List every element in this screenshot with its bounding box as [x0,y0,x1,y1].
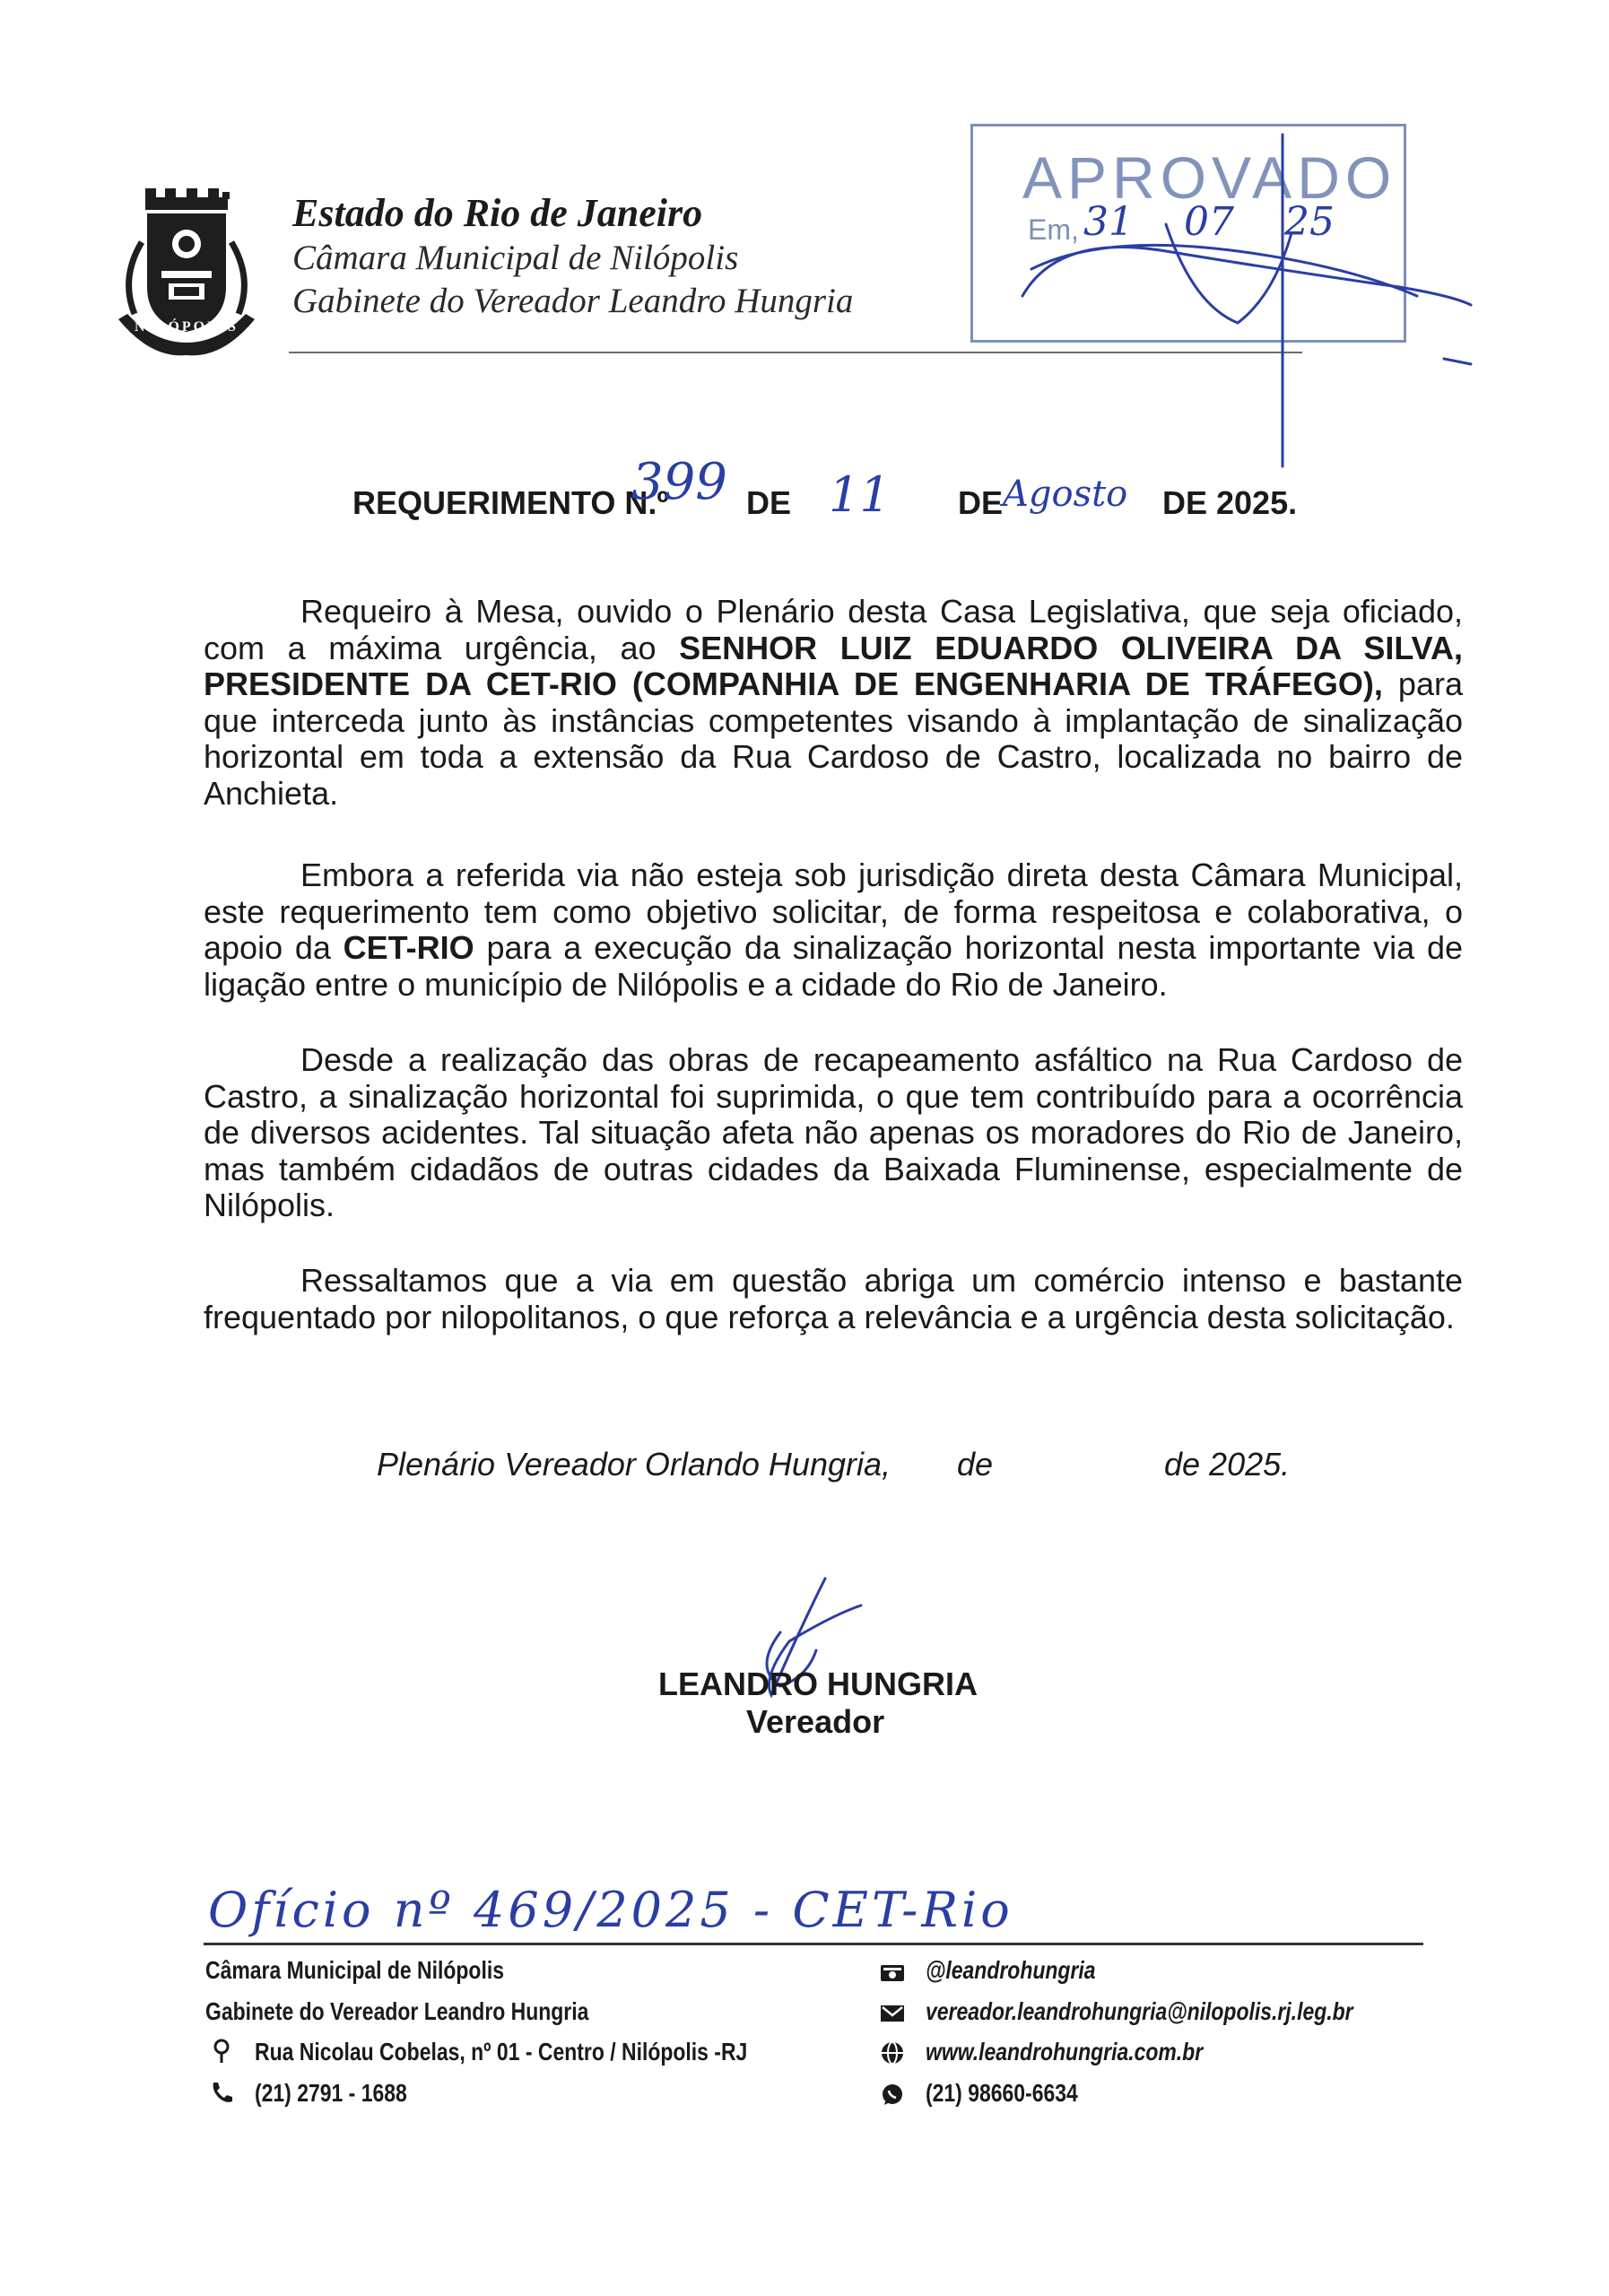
closing-year: de 2025. [1164,1446,1291,1483]
whatsapp-icon [879,2081,906,2108]
signatory-name: LEANDRO HUNGRIA [658,1665,978,1702]
footer-divider [204,1943,1423,1945]
footer-website[interactable]: www.leandrohungria.com.br [926,2038,1204,2066]
footer-address: Rua Nicolau Cobelas, nº 01 - Centro / Nilópolis -RJ [255,2038,748,2066]
header-divider [289,352,1302,353]
footer-whatsapp[interactable]: (21) 98660-6634 [926,2079,1078,2107]
paragraph-2-org: CET-RIO [343,929,474,966]
stamp-word: APROVADO [1022,144,1397,211]
footer-email[interactable]: vereador.leandrohungria@nilopolis.rj.leg.br [926,1997,1353,2025]
stamp-date-label: Em, [1028,213,1079,246]
title-month: Agosto [1003,474,1128,515]
paragraph-4: Ressaltamos que a via em questão abriga um comércio intenso e bastante frequentado por nilopolitanos, o que reforça a relevância e a urgência desta solicitação. [204,1262,1463,1335]
paragraph-1 [204,594,1463,812]
header-chamber: Câmara Municipal de Nilópolis [292,239,739,277]
camera-icon [879,1958,906,1985]
stamp-month: 07 [1184,199,1234,245]
stamp-dash [1444,359,1471,364]
footer-office: Gabinete do Vereador Leandro Hungria [205,1997,589,2025]
paragraph-1-intro: Requeiro à Mesa, ouvido o Plenário desta Casa Legislativa, que seja oficiado, com a máxima urgência, ao [204,593,1463,666]
signatory-role: Vereador [746,1703,885,1740]
title-suffix: DE 2025. [1162,484,1298,521]
paragraph-1-rest: para que interceda junto às instâncias competentes visando à implantação de sinalização horizontal em toda a extensão da Rua Cardoso de Castro, localizada no bairro de Anchieta. [204,665,1463,812]
closing-place: Plenário Vereador Orlando Hungria, [377,1446,891,1483]
handwritten-note: Ofício nº 469/2025 - CET-Rio [208,1882,1013,1938]
header-state: Estado do Rio de Janeiro [292,191,703,235]
footer-chamber: Câmara Municipal de Nilópolis [205,1956,504,1984]
envelope-icon [879,1999,906,2026]
phone-icon [208,2079,235,2106]
paragraph-1-recipient: SENHOR LUIZ EDUARDO OLIVEIRA DA SILVA, PRESIDENTE DA CET-RIO (COMPANHIA DE ENGENHARIA DE TRÁFEGO), [204,629,1464,702]
paragraph-2-rest: para a execução da sinalização horizontal nesta importante via de ligação entre o município de Nilópolis e a cidade do Rio de Janeiro. [204,929,1463,1003]
header-office: Gabinete do Vereador Leandro Hungria [292,282,854,320]
stamp-day: 31 [1083,199,1134,245]
title-day: 11 [829,466,891,523]
footer-instagram[interactable]: @leandrohungria [926,1956,1096,1984]
coat-of-arms-text: NILÓPOLIS [135,319,239,335]
location-pin-icon [208,2038,235,2065]
paragraph-2-intro: Embora a referida via não esteja sob jurisdição direta desta Câmara Municipal, este requerimento tem como objetivo solicitar, de forma respeitosa e colaborativa, o apoio da [204,857,1463,966]
paragraph-2 [204,857,1463,1003]
globe-icon [879,2039,906,2066]
title-prefix: REQUERIMENTO N.º [352,484,669,521]
title-number: 399 [631,453,727,511]
title-de-1: DE [746,484,792,521]
title-de-2: DE [958,484,1004,521]
paragraph-3: Desde a realização das obras de recapeamento asfáltico na Rua Cardoso de Castro, a sinalização horizontal foi suprimida, o que tem contribuído para a ocorrência de diversos acidentes. Tal situação afeta não apenas os moradores do Rio de Janeiro, mas também cidadãos de outras cidades da Baixada Fluminense, especialmente de Nilópolis. [204,1041,1463,1223]
closing-de: de [957,1446,994,1483]
footer-phone: (21) 2791 - 1688 [255,2079,407,2107]
stamp-year: 25 [1284,199,1335,245]
